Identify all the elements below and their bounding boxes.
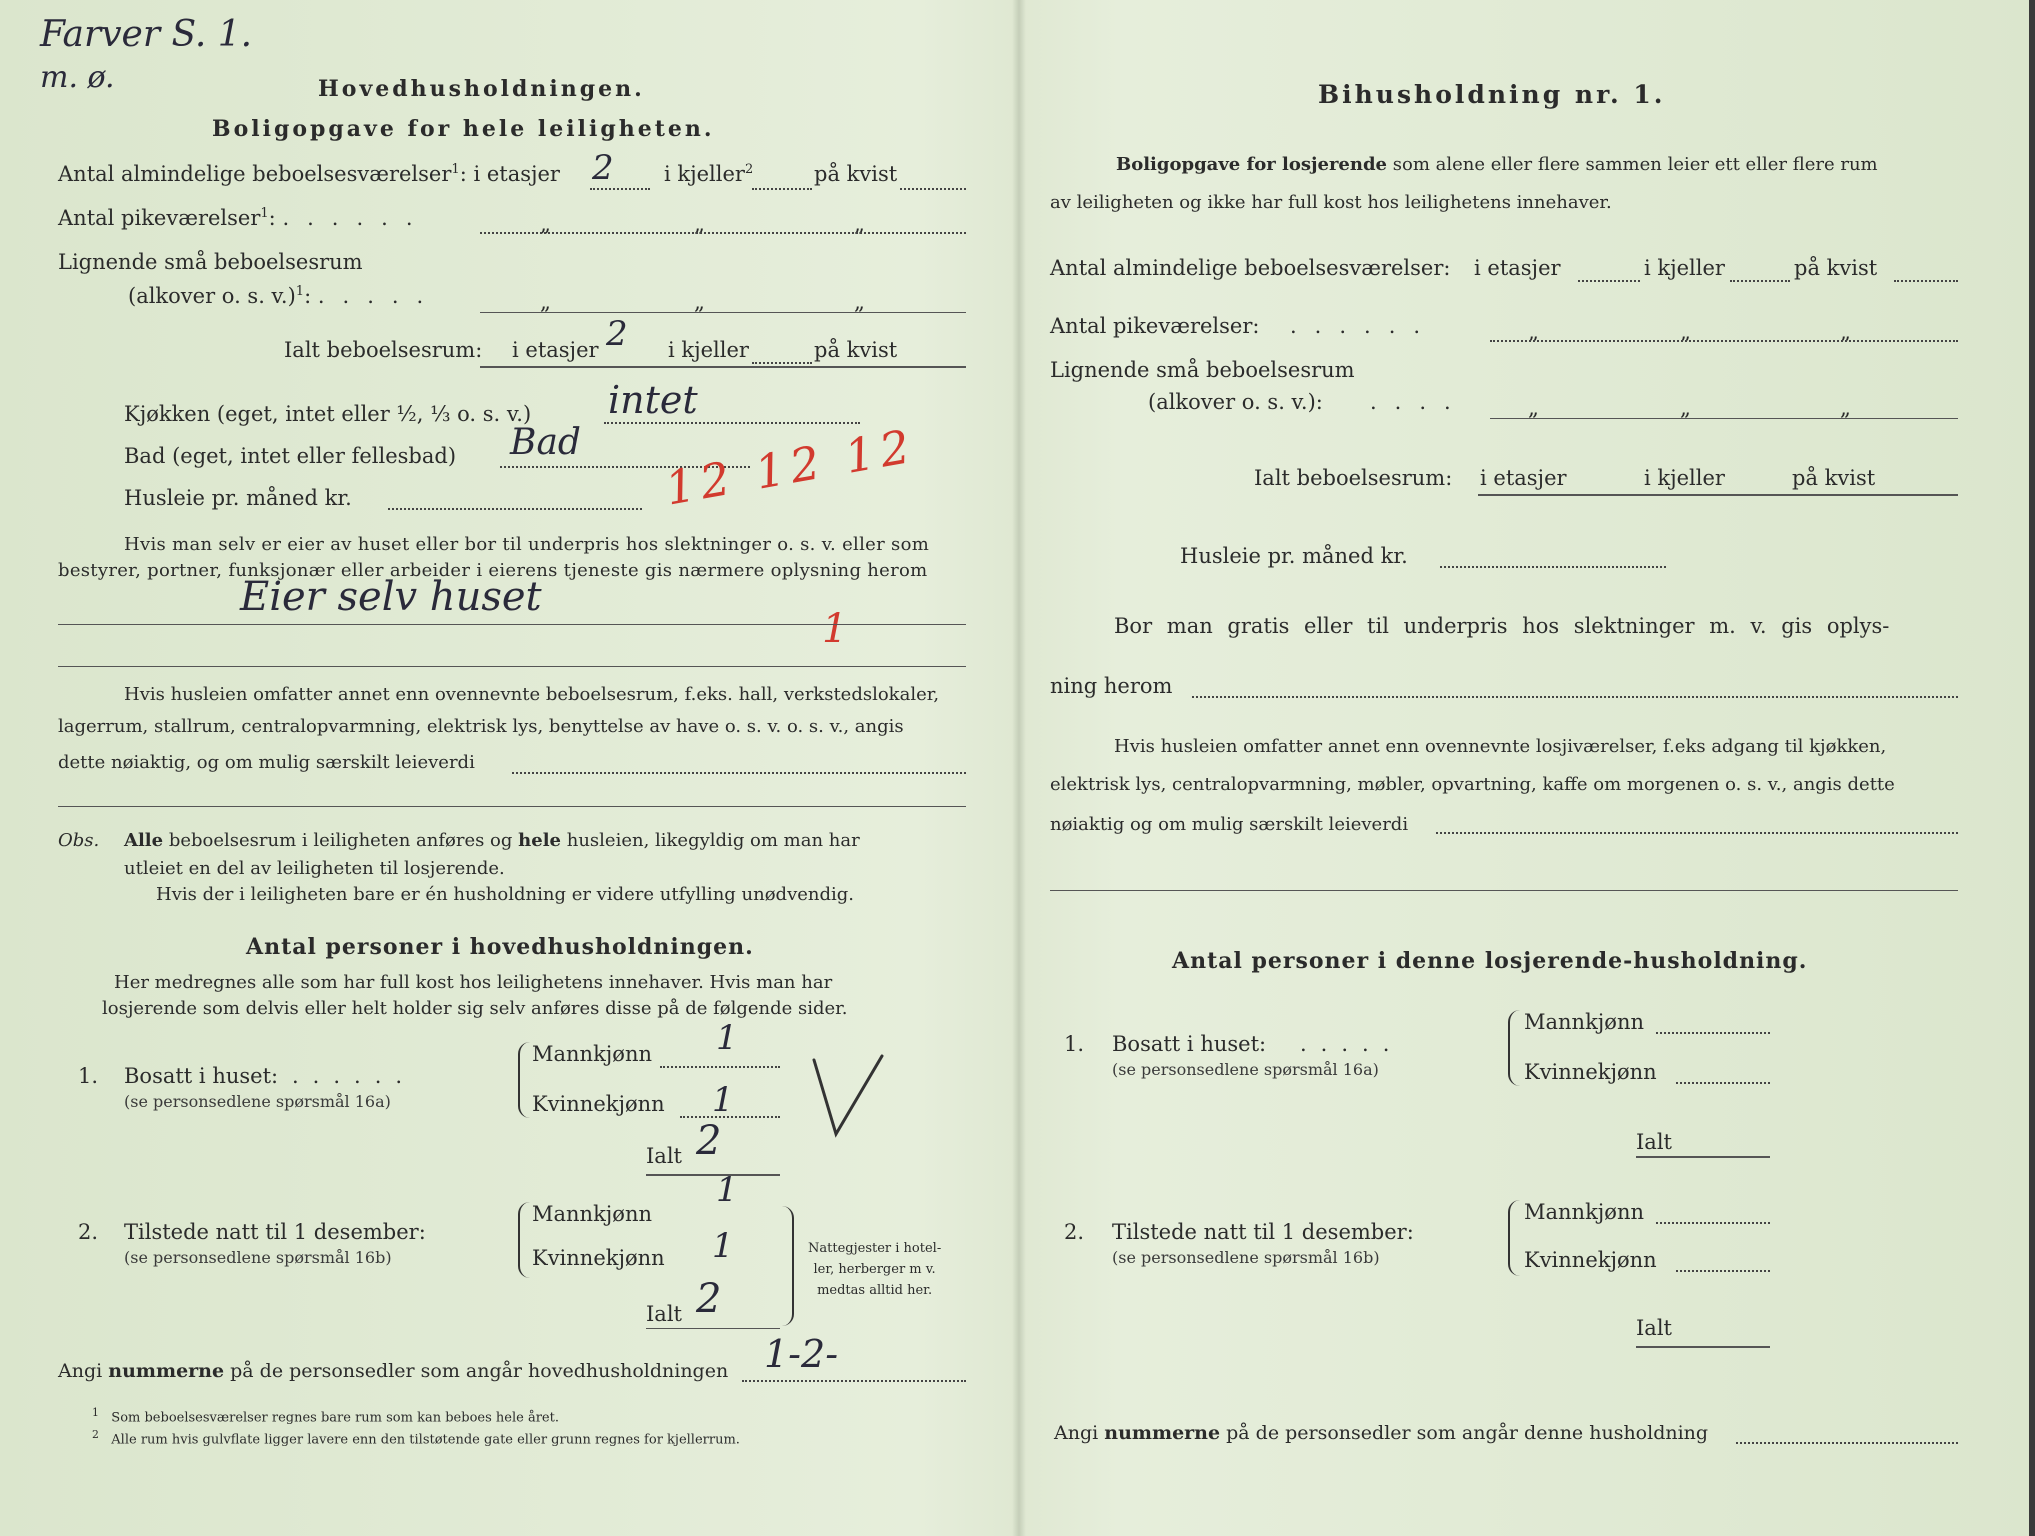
page-fold: [1012, 0, 1026, 1536]
row-antal-alm: Antal almindelige beboelsesværelser$^1$: i etasjer: [58, 162, 560, 186]
right-title: Bihusholdning nr. 1.: [1318, 80, 1666, 109]
left-angi: Angi nummerne på de personsedler som angår hovedhusholdningen: [58, 1360, 729, 1382]
omfatter-3: dette nøiaktig, og om mulig særskilt leieverdi: [58, 752, 475, 773]
omfatter-1: Hvis husleien omfatter annet enn ovennevnte beboelsesrum, f.eks. hall, verkstedslokaler,: [124, 684, 940, 705]
right-husleie-label: Husleie pr. måned kr.: [1180, 544, 1408, 568]
ialt-etasjer-value: 2: [606, 314, 628, 354]
right-row-lign-2: (alkover o. s. v.):: [1148, 390, 1323, 414]
row-lign-2: (alkover o. s. v.)$^1$: .....: [128, 284, 442, 308]
eier-text-1: Hvis man selv er eier av huset eller bor til underpris hos slektninger o. s. v. eller som: [124, 534, 930, 555]
obs-line-1: Alle beboelsesrum i leiligheten anføres og hele husleien, likegyldig om man har: [124, 830, 860, 851]
row-ialt-label: Ialt beboelsesrum:: [284, 338, 483, 362]
bad-value: Bad: [510, 422, 581, 463]
eier-value: Eier selv huset: [240, 574, 542, 620]
obs-label: Obs.: [58, 830, 100, 851]
nattegjester-note: Nattegjester i hotel- ler, herberger m v. medtas alltid her.: [808, 1241, 942, 1298]
left-title: Hovedhusholdningen.: [318, 76, 645, 102]
right-edge-border: [2029, 0, 2035, 1536]
omfatter-2: lagerrum, stallrum, centralopvarmning, elektrisk lys, benyttelse av have o. s. v. o. s. v., angis: [58, 716, 904, 737]
left-q1-label: Bosatt i huset:: [124, 1064, 279, 1088]
right-row-lign-1: Lignende små beboelsesrum: [1050, 358, 1355, 382]
obs-line-3: Hvis der i leiligheten bare er én husholdning er videre utfylling unødvendig.: [156, 884, 855, 905]
obs-line-2: utleiet en del av leiligheten til losjerende.: [124, 858, 505, 879]
etasjer-value: 2: [592, 148, 614, 188]
left-q2-label: Tilstede natt til 1 desember:: [124, 1220, 426, 1244]
red-mark: 1: [822, 606, 848, 652]
right-omfatter-2: elektrisk lys, centralopvarmning, møbler, opvartning, kaffe om morgenen o. s. v., angis dette: [1050, 774, 1895, 795]
husleie-red-value: 12 12 12: [661, 418, 920, 516]
footnote-2: $^2$ Alle rum hvis gulvflate ligger lavere enn den tilstøtende gate eller grunn regnes for kjellerrum.: [92, 1428, 740, 1448]
row-pike: Antal pikeværelser$^1$: ......: [58, 206, 431, 230]
right-q2-label: Tilstede natt til 1 desember:: [1112, 1220, 1414, 1244]
left-persons-title: Antal personer i hovedhusholdningen.: [246, 934, 754, 960]
right-omfatter-1: Hvis husleien omfatter annet enn ovennevnte losjiværelser, f.eks adgang til kjøkken,: [1114, 736, 1887, 757]
right-row-alm-label: Antal almindelige beboelsesværelser:: [1050, 256, 1451, 280]
kjokken-value: intet: [608, 378, 698, 422]
marginalia-line2: m. ø.: [40, 60, 115, 95]
bad-label: Bad (eget, intet eller fellesbad): [124, 444, 457, 468]
right-q1-label: Bosatt i huset:: [1112, 1032, 1267, 1056]
right-row-pike: Antal pikeværelser:: [1050, 314, 1260, 338]
left-persons-desc-1: Her medregnes alle som har full kost hos leilighetens innehaver. Hvis man har: [114, 972, 833, 993]
left-persons-desc-2: losjerende som delvis eller helt holder sig selv anføres disse på de følgende sider.: [102, 998, 848, 1019]
angi-value: 1-2-: [764, 1332, 839, 1376]
eier-text-2: bestyrer, portner, funksjonær eller arbeider i eierens tjeneste gis nærmere oplysning herom: [58, 560, 928, 581]
husleie-label: Husleie pr. måned kr.: [124, 486, 352, 510]
right-omfatter-3: nøiaktig og om mulig særskilt leieverdi: [1050, 814, 1409, 835]
right-intro-1: Boligopgave for losjerende som alene eller flere sammen leier ett eller flere rum: [1116, 154, 1878, 175]
marginalia-line1: Farver S. 1.: [40, 14, 253, 55]
right-gratis-2: ning herom: [1050, 674, 1173, 698]
right-persons-title: Antal personer i denne losjerende-husholdning.: [1172, 948, 1808, 974]
footnote-1: $^1$ Som beboelsesværelser regnes bare rum som kan beboes hele året.: [92, 1406, 559, 1426]
right-angi: Angi nummerne på de personsedler som angår denne husholdning: [1054, 1422, 1709, 1444]
right-gratis-1: Bor man gratis eller til underpris hos slektninger m. v. gis oplys-: [1114, 614, 1890, 638]
row-lign-1: Lignende små beboelsesrum: [58, 250, 363, 274]
census-form-sheet: Farver S. 1. m. ø. Hovedhusholdningen. Boligopgave for hele leiligheten. Antal almindelige beboelsesværelser$^1$: i etasjer 2 i kjeller$^2$ på kvist Antal pikeværelser$^1$: ...... „ „ „ Lignende små beboelsesrum (alkover o. s. v.)$^1$: ..... „ „ „ Ialt beboelsesrum: i etasjer 2 i kjeller på kvist Kjøkken (eget, intet eller ½, ⅓ o. s. v.) intet Bad (eget, intet eller fellesbad) Bad Husleie pr. måned kr. 12 12 12 Hvis man selv er eier av huset eller bor til underpris hos slektninger o. s. v. eller som bestyrer, portner, funksjonær eller arbeider i eierens tjeneste gis nærmere oplysning herom Eier selv huset 1 Hvis husleien omfatter annet enn ovennevnte beboelsesrum, f.eks. hall, verkstedslokaler, lagerrum, stallrum, centralopvarmning, elektrisk lys, benyttelse av have o. s. v. o. s. v., angis dette nøiaktig, og om mulig særskilt leieverdi Obs. Alle beboelsesrum i leiligheten anføres og hele husleien, likegyldig om man har utleiet en del av leiligheten til losjerende. Hvis der i leiligheten bare er én husholdning er videre utfylling unødvendig. Antal personer i hovedhusholdningen. Her medregnes alle som har full kost hos leilighetens innehaver. Hvis man har losjerende som delvis eller helt holder sig selv anføres disse på de følgende sider. 1. Bosatt i huset: ...... (se personsedlene spørsmål 16a) Mannkjønn 1 Kvinnekjønn 1 Ialt 2 2. Tilstede natt til 1 desember: (se personsedlene spørsmål 16b) Mannkjønn 1 Kvinnekjønn 1 Ialt 2 Nattegjester i hotel- ler, herberger m v. medtas alltid her. Angi nummerne på de personsedler som angår hovedhusholdningen 1-2- $^1$ Som beboelsesværelser regnes bare rum som kan beboes hele året. $^2$ Alle rum hvis gulvflate ligger lavere enn den tilstøtende gate eller grunn regnes for kjellerrum. Bihusholdning nr. 1. Boligopgave for losjerende som alene eller flere sammen leier ett eller flere rum av leiligheten og ikke har full kost hos leilighetens innehaver. Antal almindelige beboelsesværelser: i etasjer i kjeller på kvist Antal pikeværelser: ...... „ „ „ Lignende små beboelsesrum (alkover o. s. v.): .... „ „ „ Ialt beboelsesrum: i etasjer i kjeller på kvist Husleie pr. måned kr. Bor man gratis eller til underpris hos slektninger m. v. gis oplys- ning herom Hvis husleien omfatter annet enn ovennevnte losjiværelser, f.eks adgang til kjøkken, elektrisk lys, centralopvarmning, møbler, opvartning, kaffe om morgenen o. s. v., angis dette nøiaktig og om mulig særskilt leieverdi Antal personer i denne losjerende-husholdning. 1. Bosatt i huset: ..... (se personsedlene spørsmål 16a) Mannkjønn Kvinnekjønn Ialt 2. Tilstede natt til 1 desember: (se personsedlene spørsmål 16b) Mannkjønn Kvinnekjønn Ialt Angi nummerne på de personsedler som angår denne husholdning: [0, 0, 2035, 1536]
right-intro-2: av leiligheten og ikke har full kost hos leilighetens innehaver.: [1050, 192, 1612, 213]
kjokken-label: Kjøkken (eget, intet eller ½, ⅓ o. s. v.): [124, 402, 532, 426]
right-row-ialt-label: Ialt beboelsesrum:: [1254, 466, 1453, 490]
left-subtitle: Boligopgave for hele leiligheten.: [212, 116, 715, 142]
check-mark-icon: [808, 1052, 888, 1142]
